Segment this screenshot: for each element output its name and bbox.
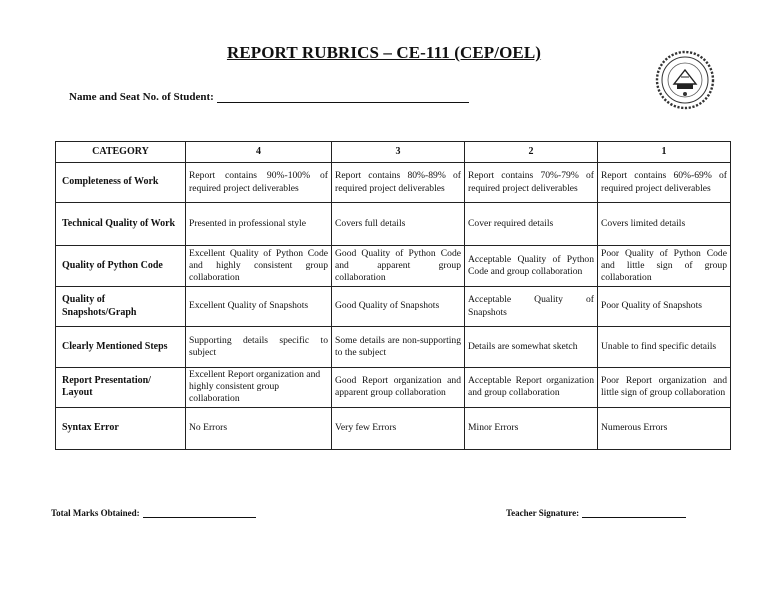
- category-cell: Quality of Snapshots/Graph: [56, 287, 186, 327]
- table-row: [56, 203, 731, 246]
- table-row: [56, 163, 731, 203]
- student-name-field: [69, 91, 469, 103]
- category-cell: Syntax Error: [56, 407, 186, 449]
- rubric-cell: Acceptable Quality of Snapshots: [465, 287, 598, 327]
- rubric-table: [55, 141, 731, 450]
- rubric-cell: Unable to find specific details: [598, 327, 731, 368]
- rubric-cell: Acceptable Quality of Python Code and group collaboration: [465, 246, 598, 287]
- rubric-cell: Report contains 80%-89% of required project deliverables: [332, 163, 465, 203]
- page-title: REPORT RUBRICS – CE-111 (CEP/OEL): [226, 43, 542, 62]
- rubric-cell: Good Quality of Snapshots: [332, 287, 465, 327]
- total-marks-field: [51, 508, 256, 518]
- rubric-cell: Good Quality of Python Code and apparent group collaboration: [332, 246, 465, 287]
- rubric-cell: Excellent Report organization and highly consistent group collaboration: [186, 368, 332, 408]
- rubric-cell: Report contains 60%-69% of required project deliverables: [598, 163, 731, 203]
- rubric-cell: Report contains 70%-79% of required project deliverables: [465, 163, 598, 203]
- table-row: [56, 287, 731, 327]
- table-row: [56, 327, 731, 368]
- category-cell: Clearly Mentioned Steps: [56, 327, 186, 368]
- rubric-cell: Numerous Errors: [598, 407, 731, 449]
- rubric-cell: Cover required details: [465, 203, 598, 246]
- rubric-cell: Excellent Quality of Snapshots: [186, 287, 332, 327]
- column-header: 3: [332, 142, 465, 163]
- rubric-cell: Minor Errors: [465, 407, 598, 449]
- rubric-cell: Supporting details specific to subject: [186, 327, 332, 368]
- rubric-cell: No Errors: [186, 407, 332, 449]
- rubric-cell: Some details are non-supporting to the subject: [332, 327, 465, 368]
- rubric-cell: Acceptable Report organization and group collaboration: [465, 368, 598, 408]
- student-name-label: Name and Seat No. of Student:: [69, 91, 214, 103]
- table-row: [56, 246, 731, 287]
- table-row: [56, 368, 731, 408]
- table-row: [56, 407, 731, 449]
- total-marks-blank[interactable]: [143, 508, 256, 518]
- rubric-cell: Details are somewhat sketch: [465, 327, 598, 368]
- rubric-cell: Very few Errors: [332, 407, 465, 449]
- category-cell: Quality of Python Code: [56, 246, 186, 287]
- teacher-signature-label: Teacher Signature:: [506, 508, 580, 518]
- rubric-cell: Poor Report organization and little sign of group collaboration: [598, 368, 731, 408]
- rubric-cell: Covers full details: [332, 203, 465, 246]
- table-header-row: [56, 142, 731, 163]
- rubric-cell: Excellent Quality of Python Code and highly consistent group collaboration: [186, 246, 332, 287]
- column-header: 4: [186, 142, 332, 163]
- category-cell: Completeness of Work: [56, 163, 186, 203]
- rubric-cell: Report contains 90%-100% of required project deliverables: [186, 163, 332, 203]
- rubric-cell: Presented in professional style: [186, 203, 332, 246]
- rubric-cell: Poor Quality of Python Code and little sign of group collaboration: [598, 246, 731, 287]
- column-header: 2: [465, 142, 598, 163]
- student-name-blank[interactable]: [217, 91, 469, 103]
- column-header: CATEGORY: [56, 142, 186, 163]
- teacher-signature-blank[interactable]: [582, 508, 686, 518]
- rubric-cell: Good Report organization and apparent group collaboration: [332, 368, 465, 408]
- rubric-cell: Poor Quality of Snapshots: [598, 287, 731, 327]
- category-cell: Technical Quality of Work: [56, 203, 186, 246]
- university-logo: [655, 50, 715, 110]
- teacher-signature-field: [506, 508, 686, 518]
- column-header: 1: [598, 142, 731, 163]
- category-cell: Report Presentation/ Layout: [56, 368, 186, 408]
- rubric-cell: Covers limited details: [598, 203, 731, 246]
- total-marks-label: Total Marks Obtained:: [51, 508, 140, 518]
